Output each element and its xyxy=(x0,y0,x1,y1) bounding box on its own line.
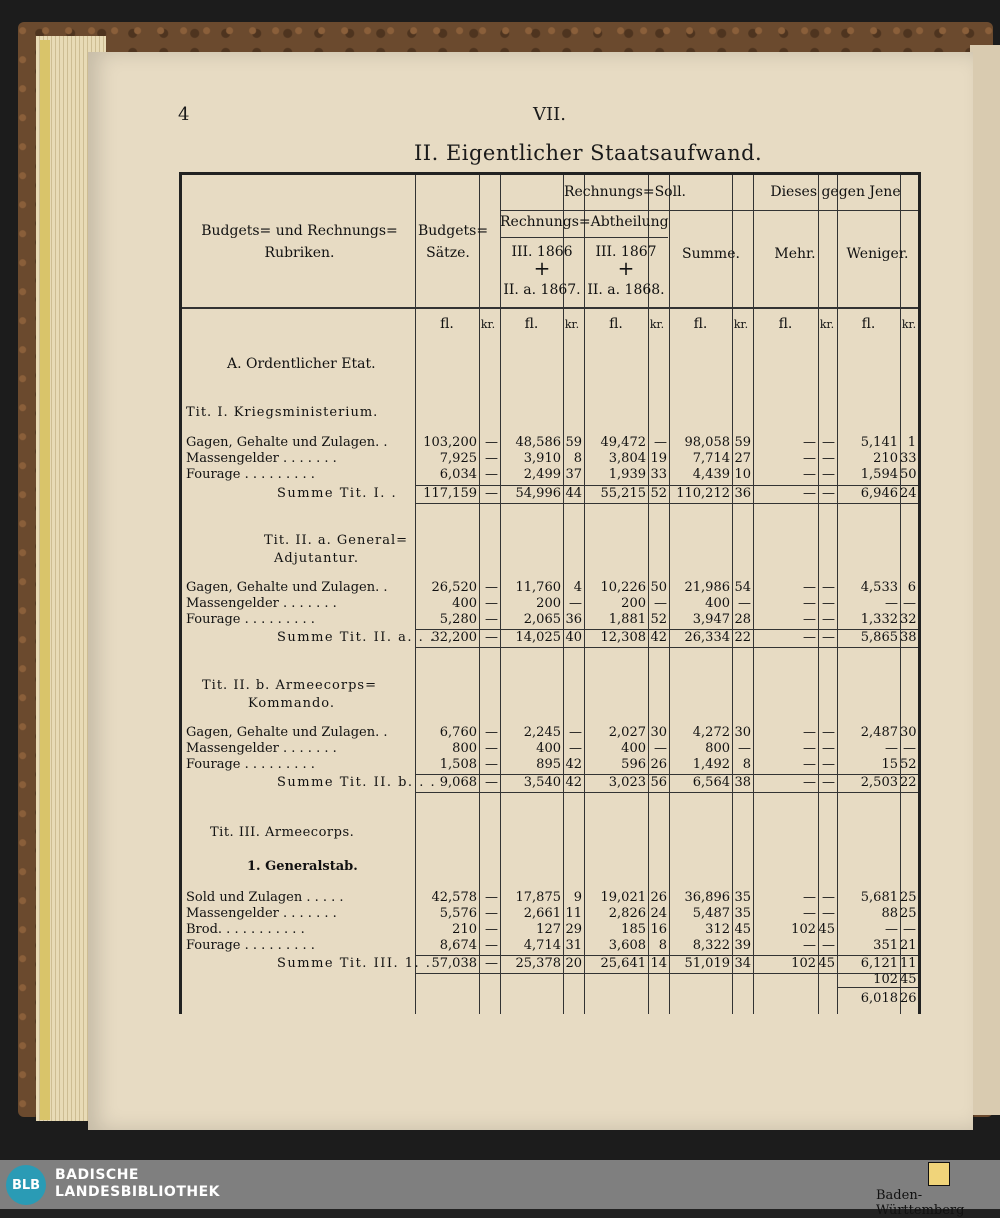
section-tit-1: Tit. I. Kriegsministerium. xyxy=(186,405,379,420)
unit-fl: fl. xyxy=(440,316,454,332)
gilt-edge xyxy=(40,40,50,1120)
table-cell: — xyxy=(803,775,816,790)
table-cell: 6,018 xyxy=(860,991,898,1006)
table-cell: 800 xyxy=(705,741,730,756)
page-number: 4 xyxy=(178,104,190,125)
row-label: Massengelder . . . . . . . xyxy=(186,451,337,466)
row-rule xyxy=(837,987,918,988)
table-cell: 7,925 xyxy=(439,451,477,466)
table-cell: 98,058 xyxy=(684,435,730,450)
table-cell: — xyxy=(654,435,667,450)
table-cell: 52 xyxy=(900,757,917,772)
table-cell: 10 xyxy=(734,467,751,482)
table-cell: — xyxy=(803,435,816,450)
table-cell: 51,019 xyxy=(684,956,730,971)
row-rule xyxy=(500,237,668,238)
table-cell: 45 xyxy=(818,956,835,971)
table-cell: 895 xyxy=(536,757,561,772)
table-cell: — xyxy=(485,906,498,921)
section-tit-2a-sub: Adjutantur. xyxy=(274,551,359,566)
row-rule xyxy=(415,647,918,648)
table-cell: 25 xyxy=(900,890,917,905)
table-cell: 17,875 xyxy=(515,890,561,905)
section-tit-2a: Tit. II. a. General= xyxy=(264,533,409,548)
table-cell: 52 xyxy=(650,486,667,501)
table-cell: 3,540 xyxy=(523,775,561,790)
table-cell: 19 xyxy=(650,451,667,466)
table-cell: 29 xyxy=(565,922,582,937)
unit-kr: kr. xyxy=(649,318,665,331)
table-cell: — xyxy=(885,596,898,611)
table-cell: 200 xyxy=(621,596,646,611)
table-cell: — xyxy=(569,596,582,611)
table-cell: 30 xyxy=(650,725,667,740)
table-cell: 103,200 xyxy=(423,435,477,450)
table-cell: — xyxy=(822,906,835,921)
table-cell: — xyxy=(738,741,751,756)
table-cell: 49,472 xyxy=(600,435,646,450)
row-label: Massengelder . . . . . . . xyxy=(186,906,337,921)
table-cell: 12,308 xyxy=(600,630,646,645)
unit-fl: fl. xyxy=(778,316,793,332)
table-cell: 2,487 xyxy=(860,725,898,740)
table-cell: — xyxy=(803,451,816,466)
library-name-line2: LANDESBIBLIOTHEK xyxy=(55,1184,221,1200)
table-cell: 36 xyxy=(565,612,582,627)
facing-page-edge xyxy=(970,45,1000,1115)
table-cell: 400 xyxy=(621,741,646,756)
table-cell: 102 xyxy=(791,956,816,971)
header-col2-plus: + xyxy=(617,256,635,280)
header-rechnungs-abtheilung: Rechnungs=Abtheilung xyxy=(500,214,669,230)
table-cell: 9,068 xyxy=(439,775,477,790)
table-cell: 50 xyxy=(650,580,667,595)
table-cell: — xyxy=(822,938,835,953)
table-cell: — xyxy=(654,741,667,756)
row-label: Fourage . . . . . . . . . xyxy=(186,612,315,627)
table-cell: 4 xyxy=(573,580,582,595)
header-col2-year: III. 1867 xyxy=(595,244,657,260)
table-cell: 117,159 xyxy=(423,486,477,501)
row-rule xyxy=(415,485,918,486)
table-cell: 5,280 xyxy=(439,612,477,627)
table-cell: 54,996 xyxy=(515,486,561,501)
table-cell: 7,714 xyxy=(692,451,730,466)
table-cell: — xyxy=(822,467,835,482)
table-cell: 200 xyxy=(536,596,561,611)
table-cell: 32 xyxy=(900,612,917,627)
table-cell: — xyxy=(885,741,898,756)
table-cell: 24 xyxy=(650,906,667,921)
section-title: II. Eigentlicher Staatsaufwand. xyxy=(414,141,763,165)
table-cell: 1,881 xyxy=(608,612,646,627)
table-cell: 55,215 xyxy=(600,486,646,501)
table-cell: — xyxy=(803,938,816,953)
coat-of-arms-icon xyxy=(928,1162,950,1186)
table-cell: — xyxy=(803,580,816,595)
header-rechnungs-soll: Rechnungs=Soll. xyxy=(563,184,687,200)
table-cell: 59 xyxy=(734,435,751,450)
table-cell: 1,939 xyxy=(608,467,646,482)
table-cell: 26,334 xyxy=(684,630,730,645)
table-cell: 3,947 xyxy=(692,612,730,627)
summe-label: Summe Tit. I. . xyxy=(277,486,398,501)
table-cell: 4,272 xyxy=(692,725,730,740)
table-cell: 4,714 xyxy=(523,938,561,953)
table-cell: 25,641 xyxy=(600,956,646,971)
row-label: Massengelder . . . . . . . xyxy=(186,741,337,756)
table-cell: 400 xyxy=(536,741,561,756)
header-col1-year2: II. a. 1867. xyxy=(503,282,581,298)
table-cell: — xyxy=(803,906,816,921)
table-cell: 11,760 xyxy=(515,580,561,595)
table-cell: — xyxy=(822,451,835,466)
table-cell: — xyxy=(803,612,816,627)
table-cell: 32,200 xyxy=(431,630,477,645)
table-cell: — xyxy=(822,725,835,740)
table-cell: — xyxy=(903,596,916,611)
table-cell: 2,065 xyxy=(523,612,561,627)
row-label: Gagen, Gehalte und Zulagen. . xyxy=(186,580,388,595)
table-cell: 312 xyxy=(705,922,730,937)
table-cell: — xyxy=(738,596,751,611)
table-cell: — xyxy=(803,757,816,772)
table-cell: — xyxy=(822,596,835,611)
header-weniger: Weniger. xyxy=(846,246,909,262)
table-cell: 14,025 xyxy=(515,630,561,645)
row-label: Massengelder . . . . . . . xyxy=(186,596,337,611)
header-col1-year: III. 1866 xyxy=(511,244,573,260)
table-cell: — xyxy=(485,938,498,953)
table-cell: 14 xyxy=(650,956,667,971)
table-cell: 33 xyxy=(650,467,667,482)
table-cell: — xyxy=(485,922,498,937)
table-cell: 400 xyxy=(452,596,477,611)
table-cell: 48,586 xyxy=(515,435,561,450)
table-cell: 1,492 xyxy=(692,757,730,772)
table-cell: 54 xyxy=(734,580,751,595)
unit-kr: kr. xyxy=(819,318,835,331)
table-cell: 9 xyxy=(573,890,582,905)
table-cell: 27 xyxy=(734,451,751,466)
table-cell: — xyxy=(803,890,816,905)
table-cell: 127 xyxy=(536,922,561,937)
table-cell: 21,986 xyxy=(684,580,730,595)
table-cell: — xyxy=(485,596,498,611)
table-cell: 3,608 xyxy=(608,938,646,953)
table-cell: — xyxy=(569,741,582,756)
table-cell: — xyxy=(485,741,498,756)
table-cell: 25,378 xyxy=(515,956,561,971)
table-cell: 36,896 xyxy=(684,890,730,905)
table-cell: — xyxy=(485,630,498,645)
table-cell: — xyxy=(903,922,916,937)
table-cell: 38 xyxy=(734,775,751,790)
table-cell: 6,946 xyxy=(860,486,898,501)
row-rule xyxy=(415,792,918,793)
table-cell: 30 xyxy=(734,725,751,740)
row-label: Brod. . . . . . . . . . . xyxy=(186,922,305,937)
table-cell: — xyxy=(485,757,498,772)
table-cell: — xyxy=(485,486,498,501)
table-cell: 8 xyxy=(573,451,582,466)
table-cell: 400 xyxy=(705,596,730,611)
table-cell: — xyxy=(822,612,835,627)
table-cell: 15 xyxy=(881,757,898,772)
blb-logo[interactable]: BLB xyxy=(6,1165,46,1205)
header-col2-year2: II. a. 1868. xyxy=(587,282,665,298)
table-cell: 57,038 xyxy=(431,956,477,971)
table-cell: — xyxy=(803,467,816,482)
header-col1-plus: + xyxy=(533,256,551,280)
row-label: Fourage . . . . . . . . . xyxy=(186,938,315,953)
table-cell: 25 xyxy=(900,906,917,921)
table-cell: 110,212 xyxy=(676,486,730,501)
table-cell: 8 xyxy=(742,757,751,772)
table-cell: — xyxy=(485,451,498,466)
table-cell: 30 xyxy=(900,725,917,740)
table-cell: 5,141 xyxy=(860,435,898,450)
table-cell: — xyxy=(485,890,498,905)
table-cell: 42 xyxy=(565,775,582,790)
table-cell: 1 xyxy=(907,435,916,450)
table-cell: 31 xyxy=(565,938,582,953)
table-cell: 42,578 xyxy=(431,890,477,905)
table-cell: 26 xyxy=(650,757,667,772)
table-cell: 35 xyxy=(734,906,751,921)
table-cell: 45 xyxy=(818,922,835,937)
table-cell: 42 xyxy=(565,757,582,772)
unit-kr: kr. xyxy=(733,318,749,331)
row-label: Gagen, Gehalte und Zulagen. . xyxy=(186,435,388,450)
table-cell: — xyxy=(485,435,498,450)
table-cell: 38 xyxy=(900,630,917,645)
table-cell: — xyxy=(654,596,667,611)
table-cell: 351 xyxy=(873,938,898,953)
section-ordentlicher-etat: A. Ordentlicher Etat. xyxy=(227,356,376,372)
table-cell: 11 xyxy=(900,956,917,971)
chapter-number: VII. xyxy=(533,104,566,125)
header-mehr: Mehr. xyxy=(774,246,816,262)
table-cell: 16 xyxy=(650,922,667,937)
row-label: Gagen, Gehalte und Zulagen. . xyxy=(186,725,388,740)
row-label: Sold und Zulagen . . . . . xyxy=(186,890,344,905)
table-cell: 20 xyxy=(565,956,582,971)
table-cell: — xyxy=(485,612,498,627)
section-tit-3: Tit. III. Armeecorps. xyxy=(210,825,355,840)
table-cell: 8 xyxy=(658,938,667,953)
table-cell: 5,576 xyxy=(439,906,477,921)
table-cell: 4,439 xyxy=(692,467,730,482)
table-cell: 1,508 xyxy=(439,757,477,772)
table-cell: 6 xyxy=(907,580,916,595)
row-rule xyxy=(415,774,918,775)
table-cell: 6,121 xyxy=(860,956,898,971)
unit-fl: fl. xyxy=(524,316,539,332)
table-cell: — xyxy=(803,725,816,740)
table-cell: 88 xyxy=(881,906,898,921)
header-dieses-gegen-jene: Dieses gegen Jene xyxy=(770,184,901,200)
table-cell: 52 xyxy=(650,612,667,627)
library-name-line1: BADISCHE xyxy=(55,1167,139,1183)
table-cell: — xyxy=(485,775,498,790)
table-cell: 37 xyxy=(565,467,582,482)
table-cell: 2,245 xyxy=(523,725,561,740)
table-cell: — xyxy=(822,580,835,595)
table-cell: 33 xyxy=(900,451,917,466)
table-cell: 35 xyxy=(734,890,751,905)
table-cell: 596 xyxy=(621,757,646,772)
table-cell: — xyxy=(485,725,498,740)
table-cell: 44 xyxy=(565,486,582,501)
row-rule xyxy=(182,307,918,309)
table-cell: — xyxy=(903,741,916,756)
summe-label: Summe Tit. II. a. . . xyxy=(277,630,436,645)
table-cell: 8,322 xyxy=(692,938,730,953)
table-cell: — xyxy=(822,775,835,790)
row-rule xyxy=(500,210,918,211)
budget-table xyxy=(179,172,921,1014)
header-budgets: Budgets= Sätze. xyxy=(418,223,489,261)
table-cell: 26 xyxy=(650,890,667,905)
table-cell: 5,487 xyxy=(692,906,730,921)
table-cell: 185 xyxy=(621,922,646,937)
table-cell: 36 xyxy=(734,486,751,501)
table-cell: 42 xyxy=(650,630,667,645)
table-cell: 21 xyxy=(900,938,917,953)
table-cell: 2,826 xyxy=(608,906,646,921)
table-cell: — xyxy=(822,890,835,905)
unit-fl: fl. xyxy=(609,316,623,332)
row-rule xyxy=(415,955,918,956)
row-rule xyxy=(415,503,918,504)
table-cell: 11 xyxy=(565,906,582,921)
unit-kr: kr. xyxy=(901,318,917,331)
table-cell: 2,503 xyxy=(860,775,898,790)
header-rubriken: Budgets= und Rechnungs= Rubriken. xyxy=(201,223,398,261)
table-cell: 8,674 xyxy=(439,938,477,953)
table-cell: 59 xyxy=(565,435,582,450)
table-cell: 1,594 xyxy=(860,467,898,482)
unit-kr: kr. xyxy=(564,318,580,331)
table-cell: 3,023 xyxy=(608,775,646,790)
table-cell: — xyxy=(822,630,835,645)
table-cell: 19,021 xyxy=(600,890,646,905)
table-cell: — xyxy=(485,467,498,482)
table-cell: 26 xyxy=(900,991,917,1006)
unit-fl: fl. xyxy=(861,316,876,332)
table-cell: 800 xyxy=(452,741,477,756)
table-cell: 6,564 xyxy=(692,775,730,790)
table-cell: — xyxy=(485,580,498,595)
table-cell: 45 xyxy=(900,972,917,987)
table-cell: 2,499 xyxy=(523,467,561,482)
table-cell: 22 xyxy=(900,775,917,790)
table-cell: 40 xyxy=(565,630,582,645)
library-name[interactable] xyxy=(55,1167,220,1201)
table-cell: — xyxy=(803,741,816,756)
table-cell: 2,661 xyxy=(523,906,561,921)
table-cell: — xyxy=(803,596,816,611)
table-cell: — xyxy=(485,956,498,971)
table-cell: 6,034 xyxy=(439,467,477,482)
table-cell: 24 xyxy=(900,486,917,501)
table-cell: 210 xyxy=(873,451,898,466)
table-cell: 4,533 xyxy=(860,580,898,595)
table-cell: — xyxy=(822,741,835,756)
table-cell: 26,520 xyxy=(431,580,477,595)
table-cell: 45 xyxy=(734,922,751,937)
table-cell: — xyxy=(803,630,816,645)
table-cell: 1,332 xyxy=(860,612,898,627)
row-label: Fourage . . . . . . . . . xyxy=(186,757,315,772)
table-cell: 34 xyxy=(734,956,751,971)
summe-label: Summe Tit. III. 1. . xyxy=(277,956,432,971)
table-cell: 22 xyxy=(734,630,751,645)
table-cell: — xyxy=(822,486,835,501)
table-cell: 2,027 xyxy=(608,725,646,740)
table-cell: — xyxy=(569,725,582,740)
state-name: Baden-Württemberg xyxy=(876,1188,965,1218)
summe-label: Summe Tit. II. b. . . xyxy=(277,775,437,790)
table-cell: 6,760 xyxy=(439,725,477,740)
unit-fl: fl. xyxy=(693,316,708,332)
unit-kr: kr. xyxy=(480,318,496,331)
table-cell: 3,804 xyxy=(608,451,646,466)
table-cell: 28 xyxy=(734,612,751,627)
header-summe: Summe. xyxy=(682,246,740,262)
row-label: Fourage . . . . . . . . . xyxy=(186,467,315,482)
table-cell: 50 xyxy=(900,467,917,482)
table-cell: 5,865 xyxy=(860,630,898,645)
section-tit-2b-sub: Kommando. xyxy=(248,696,336,711)
table-cell: — xyxy=(803,486,816,501)
section-generalstab: 1. Generalstab. xyxy=(247,859,358,874)
table-cell: — xyxy=(822,435,835,450)
table-cell: 102 xyxy=(873,972,898,987)
table-cell: — xyxy=(822,757,835,772)
table-cell: 3,910 xyxy=(523,451,561,466)
section-tit-2b: Tit. II. b. Armeecorps= xyxy=(202,678,377,693)
table-cell: 102 xyxy=(791,922,816,937)
table-cell: 56 xyxy=(650,775,667,790)
table-cell: 210 xyxy=(452,922,477,937)
row-rule xyxy=(415,629,918,630)
table-cell: 39 xyxy=(734,938,751,953)
table-cell: — xyxy=(885,922,898,937)
table-cell: 10,226 xyxy=(600,580,646,595)
table-cell: 5,681 xyxy=(860,890,898,905)
